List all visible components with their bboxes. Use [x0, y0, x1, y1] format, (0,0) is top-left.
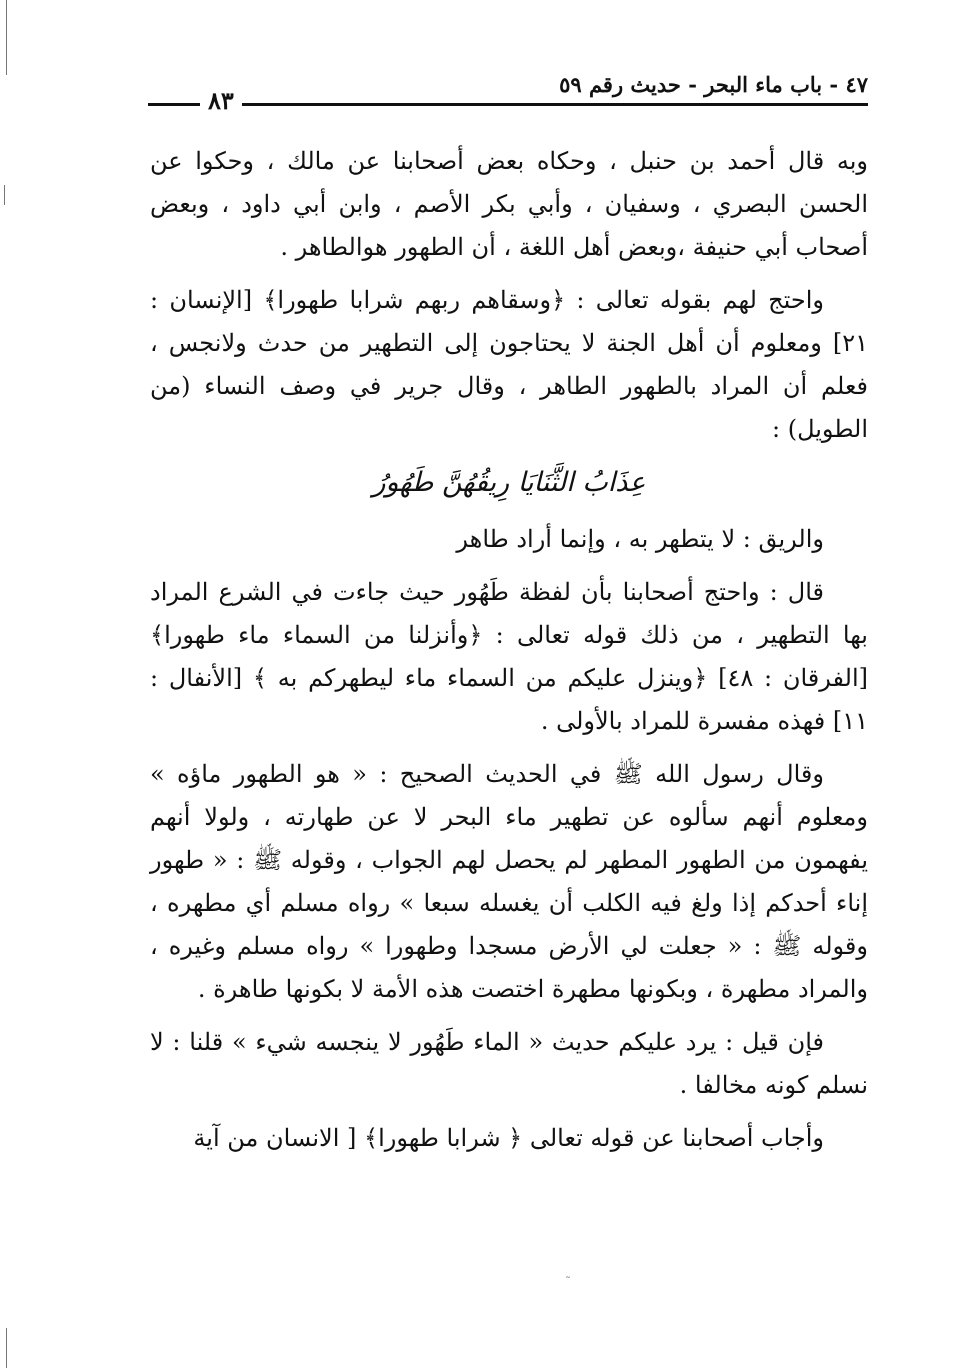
scan-edge-line-bottom	[6, 1328, 7, 1368]
paragraph-3: والريق : لا يتطهر به ، وإنما أراد طاهر	[456, 525, 824, 553]
chapter-title: ٤٧ - باب ماء البحر - حديث رقم ٥٩	[559, 72, 868, 97]
paragraph-6: فإن قيل : يرد عليكم حديث « الماء طَهُور لا ينجسه شيء » قلنا : لا نسلم كونه مخالفا .	[150, 1028, 868, 1099]
header-rule-long	[242, 103, 868, 106]
page-header	[148, 70, 868, 115]
paragraph-4: قال : واحتج أصحابنا بأن لفظة طَهُور حيث جاءت في الشرع المراد بها التطهير ، من ذلك قوله تعالى : ﴿وأنزلنا من السماء ماء طهورا﴾[الفرقان : ٤٨] ﴿وينزل عليكم من السماء ماء ليطهركم به ﴾ [الأنفال : ١١] فهذه مفسرة للمراد بالأولى .	[150, 578, 869, 735]
header-rule-short	[148, 103, 200, 106]
paragraph-5: وقال رسول الله ﷺ في الحديث الصحيح : « هو الطهور ماؤه » ومعلوم أنهم سألوه عن تطهير ماء البحر لا عن طهارته ، ولولا أنهم يفهمون من الطهور المطهر لم يحصل لهم الجواب ، وقوله ﷺ : « طهور إناء أحدكم إذا ولغ فيه الكلب أن يغسله سبعا » رواه مسلم أي مطهره ، وقوله ﷺ : « جعلت لي الأرض مسجدا وطهورا » رواه مسلم وغيره ، والمراد مطهرة ، وبكونها مطهرة اختصت هذه الأمة لا بكونها طاهرة .	[150, 760, 869, 1003]
paragraph-1: وبه قال أحمد بن حنبل ، وحكاه بعض أصحابنا عن مالك ، وحكوا عن الحسن البصري ، وسفيان ، وأبي بكر الأصم ، وابن أبي داود ، وبعض أصحاب أبي حنيفة ،وبعض أهل اللغة ، أن الطهور هوالطاهر .	[150, 147, 868, 261]
poetry-verse: عِذَابُ الثَّنَايَا رِيقُهُنَّ طَهُورُ	[372, 467, 646, 498]
page-body	[150, 140, 868, 1170]
footer-smudge-mark: ˜	[565, 1275, 571, 1289]
scan-edge-line-top	[6, 0, 7, 75]
scan-edge-line-middle	[4, 185, 5, 205]
paragraph-7: وأجاب أصحابنا عن قوله تعالى ﴿ شرابا طهورا﴾ [ الانسان من آية	[193, 1124, 824, 1152]
page-number: ٨٣	[208, 86, 234, 115]
paragraph-2: واحتج لهم بقوله تعالى : ﴿وسقاهم ربهم شرابا طهورا﴾ [الإنسان : ٢١] ومعلوم أن أهل الجنة لا يحتاجون إلى التطهير من حدث ولانجس ، فعلم أن المراد بالطهور الطاهر ، وقال جرير في وصف النساء (من الطويل) :	[150, 286, 868, 443]
